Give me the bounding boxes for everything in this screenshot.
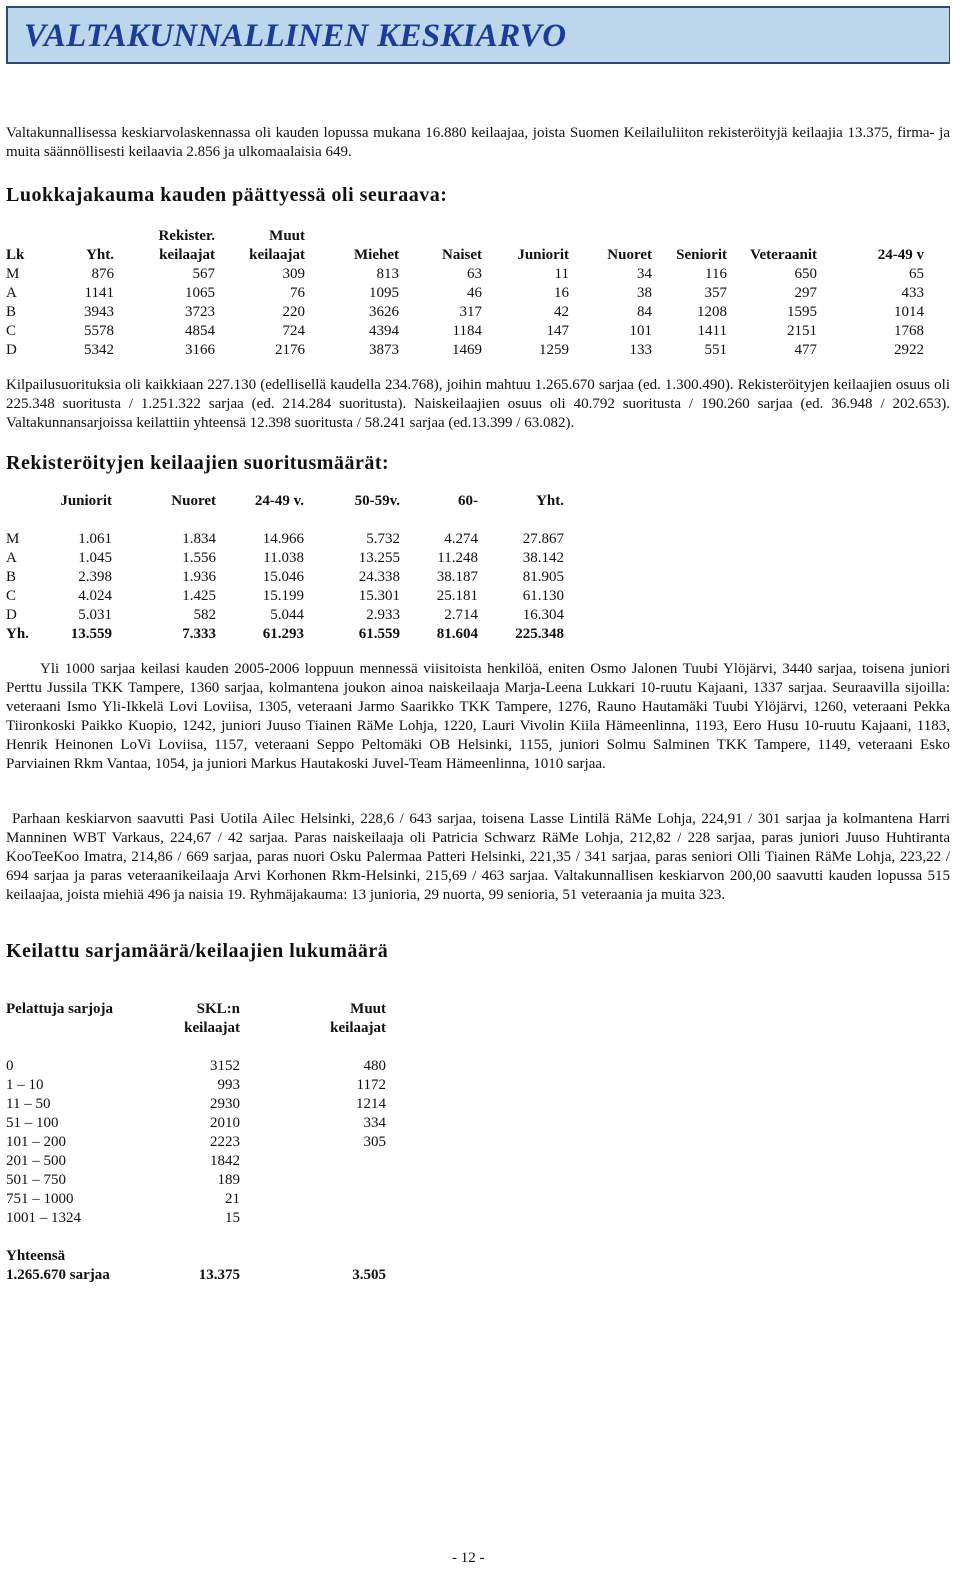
table-cell: 3152 (210, 1058, 240, 1074)
table-cell: 724 (282, 323, 305, 339)
page-title: VALTAKUNNALLINEN KESKIARVO (24, 18, 567, 54)
table-cell: 1214 (356, 1096, 386, 1112)
table-cell: 15 (225, 1210, 240, 1226)
table-header-cell (56, 227, 114, 246)
total-label-row (6, 1247, 386, 1266)
table-cell: 38.142 (522, 550, 564, 566)
total-cell: 3.505 (352, 1267, 386, 1283)
table-cell: 2.398 (78, 569, 112, 585)
table-header-cell: Juniorit (517, 247, 569, 263)
table-cell: 501 – 750 (6, 1172, 66, 1188)
table-cell: M (6, 266, 20, 282)
table-cell: 297 (794, 285, 817, 301)
table-cell: 11 (554, 266, 569, 282)
table-row (6, 549, 564, 568)
table-row (6, 303, 924, 322)
table-row (6, 530, 564, 549)
table-cell: 101 (629, 323, 652, 339)
table-header-cell: Miehet (354, 247, 399, 263)
table-cell: 13.255 (358, 550, 400, 566)
table-cell (240, 1209, 386, 1228)
table-cell: 61.130 (522, 588, 564, 604)
table-cell: 876 (91, 266, 114, 282)
table-cell: 0 (6, 1058, 14, 1074)
table-cell: 27.867 (522, 531, 564, 547)
table-row (6, 284, 924, 303)
table-cell: 25.181 (436, 588, 478, 604)
total-cell: 225.348 (515, 626, 564, 642)
table-row (6, 1114, 386, 1133)
table-cell (240, 1171, 386, 1190)
table-cell: 220 (282, 304, 305, 320)
total-cell: 13.559 (70, 626, 112, 642)
table-header-cell: 24-49 v. (254, 493, 304, 509)
table-header-cell (6, 227, 56, 246)
best-average-paragraph: Parhaan keskiarvon saavutti Pasi Uotila Ailec Helsinki, 228,6 / 643 sarjaa, toisena Lasse Lintilä RäMe Lohja, 224,91 / 301 sarjaa ja kolmantena Harri Manninen WBT Varkaus, 224,67 / 42 sarjaa. Paras naiskeilaaja oli Patricia Schwarz RäMe Lohja, 212,82 / 228 sarjaa, paras juniori Juuso Huhtiranta KooTeeKoo Imatra, 214,86 / 669 sarjaa, paras nuori Osku Palermaa Patteri Helsinki, 221,35 / 341 sarjaa, paras seniori Olli Tiainen RäMe Lohja, 223,22 / 694 sarjaa ja paras veteraanikeilaaja Arvi Korhonen Rkm-Helsinki, 215,69 / 463 sarjaa. Valtakunnallisen keskiarvon 200,00 saavutti kauden lopussa 515 keilaajaa, joista miehiä 496 ja naisia 19. Ryhmäjakauma: 13 junioria, 29 nuorta, 99 senioria, 51 veteraania ja muita 323. (6, 811, 950, 903)
table-cell: 993 (217, 1077, 240, 1093)
table-cell: 1014 (894, 304, 924, 320)
table-cell: 751 – 1000 (6, 1191, 74, 1207)
table-cell: 317 (459, 304, 482, 320)
table-cell: 3873 (369, 342, 399, 358)
table-cell: 2930 (210, 1096, 240, 1112)
table-cell: 1001 – 1324 (6, 1210, 81, 1226)
total-label: Yhteensä (6, 1248, 66, 1264)
table-header-cell: Muut (350, 1001, 386, 1017)
table-cell: 1141 (84, 285, 114, 301)
table-cell: 1842 (210, 1153, 240, 1169)
table-cell: 116 (705, 266, 727, 282)
table-header-cell (305, 227, 399, 246)
table-cell: 3943 (84, 304, 114, 320)
table-cell: 2.933 (366, 607, 400, 623)
table-cell: D (6, 342, 17, 358)
total-row (6, 1266, 386, 1285)
table-header-cell: Muut (269, 228, 305, 244)
table-header-cell: 60- (458, 493, 478, 509)
table-header-cell: Yht. (536, 493, 564, 509)
table-cell: 480 (363, 1058, 386, 1074)
table-cell: 4.274 (444, 531, 478, 547)
table-row (6, 1095, 386, 1114)
spacer-row (6, 511, 564, 530)
table-header-cell: Seniorit (676, 247, 727, 263)
table-cell: A (6, 550, 17, 566)
total-row (6, 625, 564, 644)
registered-performances-table (6, 492, 564, 644)
table-row (6, 341, 924, 360)
table-row (6, 1133, 386, 1152)
table-cell: 1172 (356, 1077, 386, 1093)
total-cell: 61.559 (358, 626, 400, 642)
table-cell: 76 (290, 285, 305, 301)
table-cell: 84 (637, 304, 652, 320)
table-cell: 1259 (539, 342, 569, 358)
table-header-cell (727, 227, 817, 246)
table-cell: 3723 (185, 304, 215, 320)
total-cell: 81.604 (436, 626, 478, 642)
table-cell: 309 (282, 266, 305, 282)
table-header-cell: keilaajat (159, 247, 215, 263)
table-cell: 133 (629, 342, 652, 358)
table-row (6, 322, 924, 341)
table-cell: 551 (704, 342, 727, 358)
spacer-row (6, 1228, 386, 1247)
table-cell: 189 (217, 1172, 240, 1188)
table-cell: 101 – 200 (6, 1134, 66, 1150)
total-cell: 61.293 (262, 626, 304, 642)
table-cell: 51 – 100 (6, 1115, 59, 1131)
total-cell: Yh. (6, 626, 29, 642)
table-header-cell: Pelattuja sarjoja (6, 1001, 114, 1017)
table-row (6, 265, 924, 284)
table-row (6, 606, 564, 625)
table-cell: 2922 (894, 342, 924, 358)
table-row (6, 587, 564, 606)
table-header-cell: Nuoret (607, 247, 652, 263)
table-cell: 34 (637, 266, 652, 282)
table-cell: 1 – 10 (6, 1077, 44, 1093)
section-title-registered-performances: Rekisteröityjen keilaajien suoritusmäärät: (6, 452, 390, 474)
table-cell: 15.046 (262, 569, 304, 585)
table-cell: 2.714 (444, 607, 478, 623)
spacer-row (6, 1038, 386, 1057)
table-cell: 1208 (697, 304, 727, 320)
table-cell: 15.199 (262, 588, 304, 604)
table-cell: 38 (637, 285, 652, 301)
title-banner (6, 6, 950, 64)
table-cell: 24.338 (358, 569, 400, 585)
table-cell: 1065 (185, 285, 215, 301)
most-series-paragraph: Yli 1000 sarjaa keilasi kauden 2005-2006 loppuun mennessä viisitoista henkilöä, eniten Osmo Jalonen Tuubi Ylöjärvi, 3440 sarjaa, toisena juniori Perttu Jussila TKK Tampere, 1360 sarjaa, kolmantena joukon ainoa naiskeilaaja Marja-Leena Lukkari 10-ruutu Kajaani, 1337 sarjaa. Seuraavilla sijoilla: veteraani Ismo Yli-Ikkelä Lovi Loviisa, 1305, veteraani Jarmo Saarikko TKK Tampere, 1276, Rauno Hautamäki Tuubi Ylöjärvi, 1260, veteraani Pekka Tiironkoski Paikko Kuopio, 1242, juniori Juuso Tiainen RäMe Lohja, 1220, Lauri Vivolin Kiila Hämeenlinna, 1193, Eero Husu 10-ruutu Kajaani, 1183, Henrik Heinonen LoVi Loviisa, 1157, veteraani Seppo Peltomäki OB Helsinki, 1155, juniori Solmu Salminen TKK Tampere, 1149, veteraani Esko Parviainen Rkm Vantaa, 1054, ja juniori Markus Hautakoski Juvel-Team Hämeenlinna, 1010 sarjaa. (6, 661, 950, 772)
table-header-cell: 50-59v. (354, 493, 400, 509)
table-cell: A (6, 285, 17, 301)
table-cell: 1.045 (78, 550, 112, 566)
table-cell: 3166 (185, 342, 215, 358)
table-cell: 38.187 (436, 569, 478, 585)
table-cell: 334 (363, 1115, 386, 1131)
table-cell: 11.248 (437, 550, 478, 566)
table-cell: 357 (704, 285, 727, 301)
table-cell: B (6, 569, 17, 585)
table-cell: M (6, 531, 20, 547)
table-cell: 582 (193, 607, 216, 623)
intro-paragraph: Valtakunnallisessa keskiarvolaskennassa oli kauden lopussa mukana 16.880 keilaajaa, joista Suomen Keilailuliiton rekisteröityjä keilaajia 13.375, firma- ja muita säännöllisesti keilaavia 2.856 ja ulkomaalaisia 649. (6, 125, 950, 160)
section-title-class-distribution: Luokkajakauma kauden päättyessä oli seuraava: (6, 184, 448, 206)
table-cell: 4394 (369, 323, 399, 339)
table-cell (240, 1190, 386, 1209)
table-row (6, 568, 564, 587)
table-cell: 813 (376, 266, 399, 282)
table-header-cell (652, 227, 727, 246)
table-cell: 5.732 (366, 531, 400, 547)
table-cell: 1.834 (182, 531, 216, 547)
table-cell: 1469 (452, 342, 482, 358)
table-cell: 1.936 (182, 569, 216, 585)
table-cell: 305 (363, 1134, 386, 1150)
table-cell: 1.556 (182, 550, 216, 566)
table-cell: 1095 (369, 285, 399, 301)
table-cell: 65 (909, 266, 924, 282)
table-header-cell: keilaajat (249, 247, 305, 263)
table-cell: 1768 (894, 323, 924, 339)
table-header-cell: Veteraanit (750, 247, 817, 263)
table-cell: D (6, 607, 17, 623)
table-cell: 16.304 (522, 607, 564, 623)
table-cell: 81.905 (522, 569, 564, 585)
table-cell: C (6, 588, 17, 604)
table-header-cell: 24-49 v (877, 247, 924, 263)
table-row (6, 1057, 386, 1076)
section-title-series-count: Keilattu sarjamäärä/keilaajien lukumäärä (6, 940, 389, 962)
table-header-cell (6, 1019, 156, 1038)
table-header-cell (399, 227, 482, 246)
page-number: - 12 - (452, 1550, 485, 1566)
table-cell: 4854 (185, 323, 215, 339)
table-cell: 147 (546, 323, 569, 339)
table-cell: 433 (901, 285, 924, 301)
table-cell: 1411 (697, 323, 727, 339)
table-header-cell: keilaajat (330, 1020, 386, 1036)
table-cell: 16 (554, 285, 569, 301)
table-header-cell (569, 227, 652, 246)
table-cell: 2010 (210, 1115, 240, 1131)
table-cell: 14.966 (262, 531, 304, 547)
table-cell: C (6, 323, 17, 339)
table-cell: 5578 (84, 323, 114, 339)
table-cell: 3626 (369, 304, 399, 320)
table-cell: 650 (794, 266, 817, 282)
table-row (6, 1152, 386, 1171)
table-cell: 11.038 (263, 550, 304, 566)
table-header-cell: Rekister. (158, 228, 215, 244)
table-header-cell: Juniorit (60, 493, 112, 509)
table-cell: 477 (794, 342, 817, 358)
table-header-cell: SKL:n (196, 1001, 240, 1017)
table-cell: 5342 (84, 342, 114, 358)
table-header-cell: keilaajat (184, 1020, 240, 1036)
table-row (6, 1190, 386, 1209)
competition-stats-paragraph: Kilpailusuorituksia oli kaikkiaan 227.130 (edellisellä kaudella 234.768), joihin mahtuu 1.265.670 sarjaa (ed. 1.300.490). Rekisteröityjen keilaajien osuus oli 225.348 suoritusta / 1.251.322 sarjaa (ed. 214.284 suoritusta). Naiskeilaajien osuus oli 40.792 suoritusta / 190.260 sarjaa (ed. 36.948 / 202.653). Valtakunnansarjoissa keilattiin yhteensä 12.398 suoritusta / 58.241 sarjaa (ed.13.399 / 63.082). (6, 377, 950, 431)
total-cell: 1.265.670 sarjaa (6, 1267, 110, 1283)
table-cell: 1184 (452, 323, 482, 339)
table-cell: 1.425 (182, 588, 216, 604)
total-cell: 7.333 (182, 626, 216, 642)
table-cell: 21 (225, 1191, 240, 1207)
table-cell: 46 (467, 285, 482, 301)
table-cell: 11 – 50 (6, 1096, 51, 1112)
table-cell: 2176 (275, 342, 305, 358)
table-cell: 15.301 (358, 588, 400, 604)
table-cell: 4.024 (78, 588, 112, 604)
table-cell: 2223 (210, 1134, 240, 1150)
table-cell: 5.044 (270, 607, 304, 623)
table-cell: B (6, 304, 17, 320)
table-header-cell: Yht. (86, 247, 114, 263)
table-cell: 1.061 (78, 531, 112, 547)
table-header-cell: Naiset (442, 247, 482, 263)
table-cell: 2151 (787, 323, 817, 339)
table-row (6, 1171, 386, 1190)
total-cell: 13.375 (198, 1267, 240, 1283)
table-cell: 42 (554, 304, 569, 320)
table-header-cell (817, 227, 924, 246)
table-cell (240, 1152, 386, 1171)
table-row (6, 1076, 386, 1095)
table-cell: 1595 (787, 304, 817, 320)
table-row (6, 1209, 386, 1228)
table-cell: 567 (192, 266, 215, 282)
table-header-cell (6, 492, 40, 511)
table-cell: 201 – 500 (6, 1153, 66, 1169)
table-cell: 63 (467, 266, 482, 282)
table-cell: 5.031 (78, 607, 112, 623)
class-distribution-table (6, 227, 924, 360)
table-header-cell: Nuoret (171, 493, 216, 509)
series-count-table (6, 1000, 386, 1285)
table-header-cell: Lk (6, 247, 25, 263)
table-header-cell (482, 227, 569, 246)
